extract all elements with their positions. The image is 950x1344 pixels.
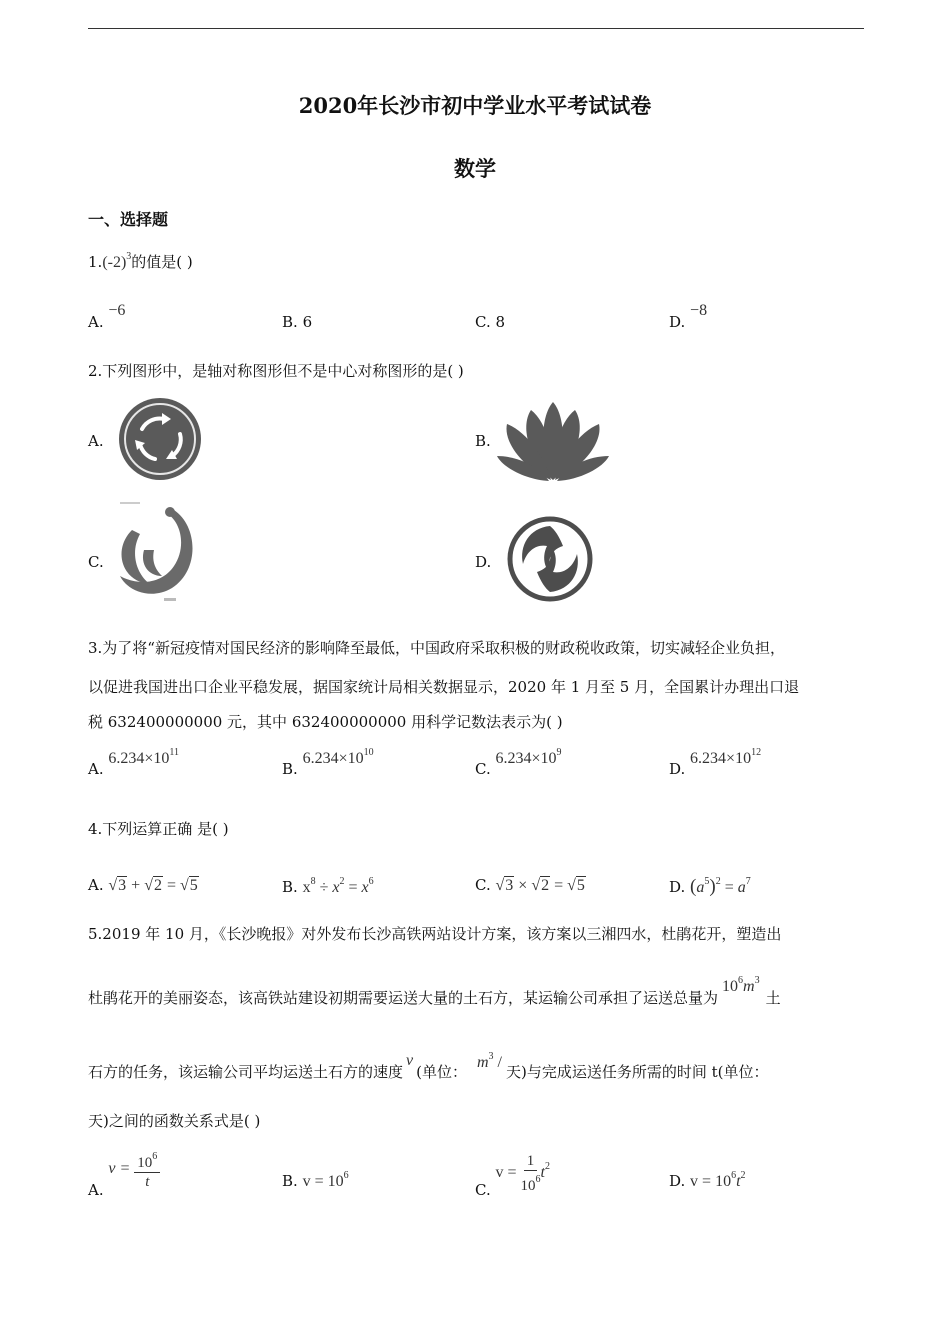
yin-yang-swirl-icon — [507, 516, 593, 602]
petal-fan-icon — [497, 400, 609, 482]
question-5-line-2: 杜鹃花开的美丽姿态，该高铁站建设初期需要运送大量的土石方，某运输公司承担了运送总量为$10^6m^3$土 — [88, 975, 781, 1007]
q1-expression: $(-2)^3$ — [102, 251, 132, 271]
q1-stem: 的值是( ) — [131, 253, 193, 271]
q4-option-a: A. √3 + √2 = √5 — [88, 876, 198, 894]
question-5-line-4: 天)之间的函数关系式是( ) — [88, 1112, 261, 1130]
phoenix-swirl-icon — [106, 500, 202, 606]
q5-option-a: A. v = $\frac{10^6}{t}$ — [88, 1148, 160, 1191]
q2-option-b-label: B. — [475, 432, 491, 450]
q2-option-a-label: A. — [88, 432, 104, 450]
q3-option-b: B. $6.234\times 10^{10}$ — [282, 747, 374, 778]
q2-option-c-label: C. — [88, 553, 104, 571]
q5-option-d: D. $v = 10^6t^2$ — [669, 1170, 746, 1190]
question-5-line-3: 石方的任务，该运输公司平均运送土石方的速度v(单位：$m^3$ /天)与完成运送任务所需的时间 t(单位： — [88, 1051, 769, 1081]
q4-option-c: C. √3 × √2 = √5 — [475, 876, 585, 894]
question-3-line-2: 以促进我国进出口企业平稳发展，据国家统计局相关数据显示，2020 年 1 月至 5 月，全国累计办理出口退 — [88, 678, 800, 696]
subject-title: 数学 — [454, 156, 496, 181]
question-4: 4.下列运算正确 是( ) — [88, 820, 229, 838]
question-3-line-1: 3.为了将“新冠疫情对国民经济的影响降至最低，中国政府采取积极的财政税收政策，切实减轻企业负担， — [88, 639, 785, 657]
q4-option-b: B. $x^8 \div x^2 = x^6$ — [282, 876, 374, 896]
header-rule — [88, 28, 864, 29]
question-3-line-3: 税 632400000000 元，其中 632400000000 用科学记数法表示为( ) — [88, 713, 563, 731]
q1-option-b: B. 6 — [282, 313, 313, 331]
circular-arrows-icon — [117, 396, 203, 482]
q3-option-a: A. $6.234\times 10^{11}$ — [88, 747, 180, 778]
q3-option-d: D. $6.234\times 10^{12}$ — [669, 747, 762, 778]
question-1 — [88, 251, 193, 272]
q1-option-d: D. −8 — [669, 302, 708, 331]
q5-option-b: B. $v = 10^6$ — [282, 1170, 349, 1190]
q1-number: 1. — [88, 253, 103, 271]
q5-option-c: C. v = $\frac{1}{10^6}$ $t^2$ — [475, 1153, 550, 1200]
q4-option-d: D. $(a^5)^2 = a^7$ — [669, 876, 751, 897]
q1-option-c: C. 8 — [475, 313, 506, 331]
q1-option-a: A. −6 — [88, 302, 126, 331]
question-5-line-1: 5.2019 年 10 月，《长沙晚报》对外发布长沙高铁两站设计方案，该方案以三湘四水，杜鹃花开，塑造出 — [88, 925, 782, 943]
question-2: 2.下列图形中，是轴对称图形但不是中心对称图形的是( ) — [88, 362, 464, 380]
section-heading: 一、选择题 — [88, 210, 169, 229]
q3-option-c: C. $6.234\times 10^9$ — [475, 747, 562, 778]
exam-title: 2020年长沙市初中学业水平考试试卷 — [298, 93, 652, 118]
q2-option-d-label: D. — [475, 553, 492, 571]
